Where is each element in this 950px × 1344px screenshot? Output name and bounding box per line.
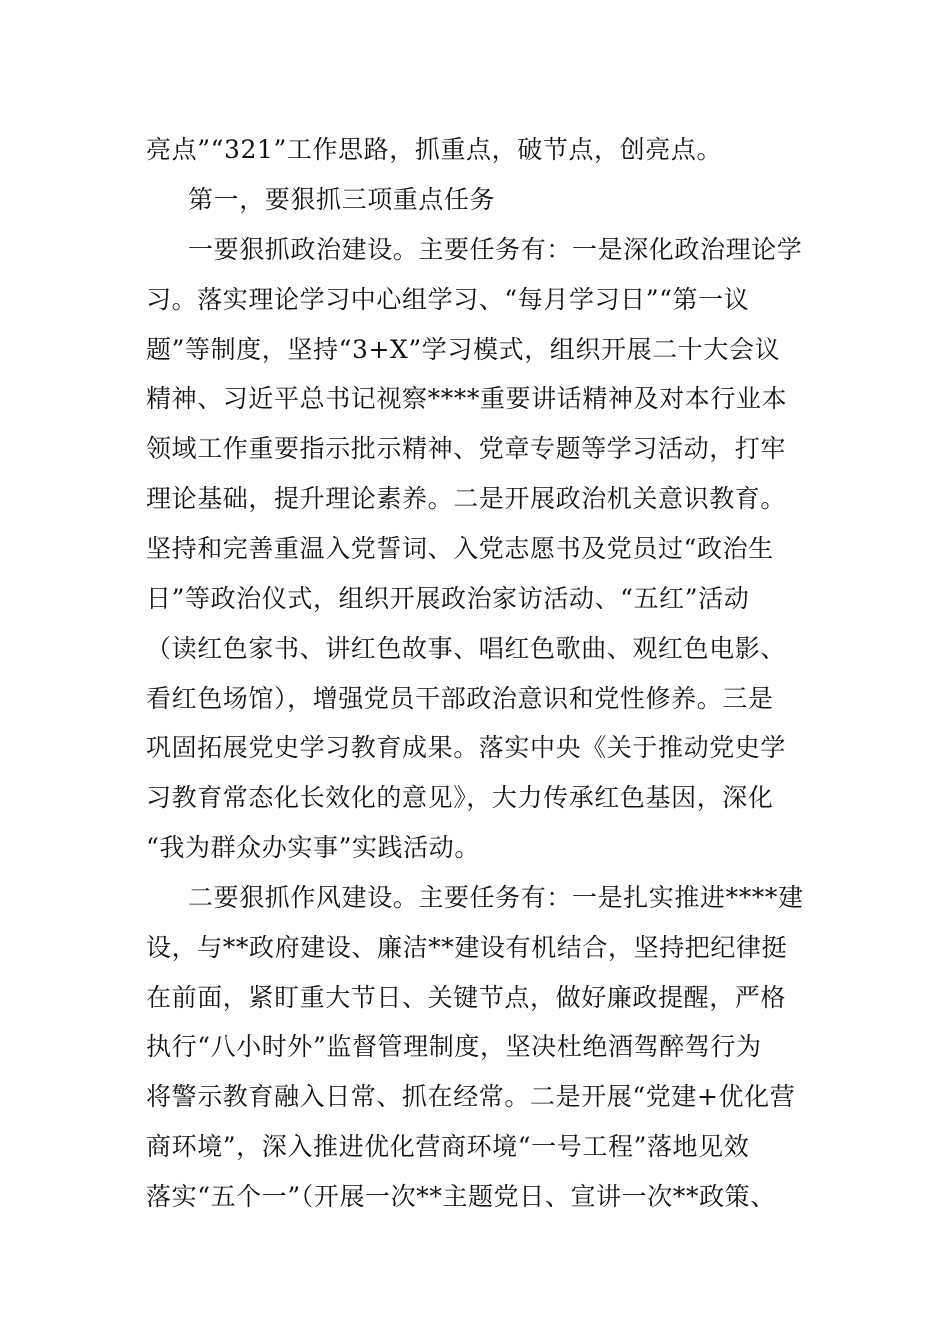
text-line: 理论基础，提升理论素养。二是开展政治机关意识教育。 <box>146 484 787 513</box>
text-line: 亮点”“321”工作思路，抓重点，破节点，创亮点。 <box>146 135 723 164</box>
text-line: 看红色场馆），增强党员干部政治意识和党性修养。三是 <box>146 684 774 713</box>
text-line: 在前面，紧盯重大节日、关键节点，做好廉政提醒，严格 <box>146 983 787 1012</box>
text-line: 一要狠抓政治建设。主要任务有：一是深化政治理论学 <box>188 235 803 264</box>
text-line: （读红色家书、讲红色故事、唱红色歌曲、观红色电影、 <box>146 634 787 663</box>
text-line: “我为群众办实事”实践活动。 <box>146 833 480 862</box>
text-line: 精神、习近平总书记视察****重要讲话精神及对本行业本 <box>146 384 788 413</box>
text-line: 日”等政治仪式，组织开展政治家访活动、“五红”活动 <box>146 584 750 613</box>
text-line: 商环境”，深入推进优化营商环境“一号工程”落地见效 <box>146 1132 750 1161</box>
text-line: 落实“五个一”（开展一次**主题党日、宣讲一次**政策、 <box>146 1182 776 1211</box>
text-line: 二要狠抓作风建设。主要任务有：一是扎实推进****建 <box>188 883 804 912</box>
text-line: 领域工作重要指示批示精神、党章专题等学习活动，打牢 <box>146 434 787 463</box>
text-line: 坚持和完善重温入党誓词、入党志愿书及党员过“政治生 <box>146 534 774 563</box>
text-line: 题”等制度，坚持“3+X”学习模式，组织开展二十大会议 <box>146 335 781 364</box>
text-line: 执行“八小时外”监督管理制度，坚决杜绝酒驾醉驾行为 <box>146 1032 762 1061</box>
text-line: 将警示教育融入日常、抓在经常。二是开展“党建+优化营 <box>146 1082 796 1111</box>
text-line: 习教育常态化长效化的意见》，大力传承红色基因，深化 <box>146 783 774 812</box>
text-line: 巩固拓展党史学习教育成果。落实中央《关于推动党史学 <box>146 733 787 762</box>
text-line: 设，与**政府建设、廉洁**建设有机结合，坚持把纪律挺 <box>146 933 788 962</box>
text-line: 习。落实理论学习中心组学习、“每月学习日”“第一议 <box>146 285 750 314</box>
section-heading: 第一，要狠抓三项重点任务 <box>188 185 496 214</box>
